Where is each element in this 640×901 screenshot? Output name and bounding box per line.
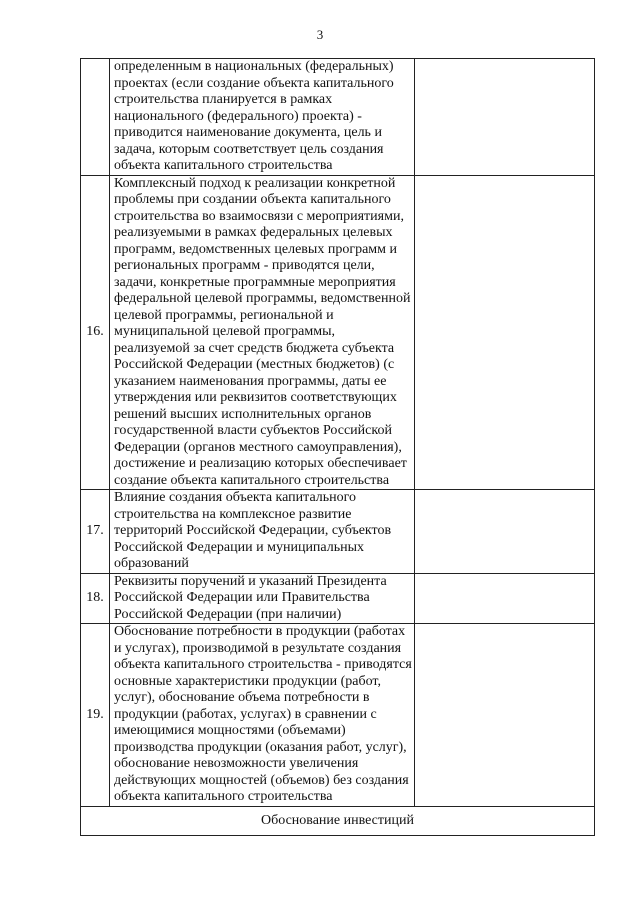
description-line: государственной власти субъектов Российской bbox=[114, 423, 392, 438]
document-table bbox=[80, 58, 595, 836]
table-row bbox=[81, 573, 595, 624]
description-line: национального (федерального) проекта) - bbox=[114, 108, 362, 124]
row-value-cell[interactable] bbox=[415, 175, 595, 490]
description-line: утверждения или реквизитов соответствующих bbox=[114, 390, 397, 405]
description-line: решений высших исполнительных органов bbox=[114, 406, 372, 422]
row-number: 18. bbox=[81, 573, 110, 624]
description-line: Комплексный подход к реализации конкретной bbox=[114, 175, 396, 191]
description-line: задача, которым соответствует цель создания bbox=[114, 141, 384, 157]
description-line: целевой программы, региональной и bbox=[114, 307, 334, 323]
description-line: реализуемой за счет средств бюджета субъекта bbox=[114, 340, 395, 356]
description-line: приводится наименование документа, цель и bbox=[114, 125, 382, 140]
description-line: образований bbox=[114, 556, 189, 571]
description-line: Влияние создания объекта капитального bbox=[114, 490, 357, 505]
table-row bbox=[81, 175, 595, 490]
description-line: создание объекта капитального строительства bbox=[114, 472, 390, 488]
description-line: производства продукции (оказания работ, услуг), bbox=[114, 739, 407, 755]
description-line: действующих мощностей (объемов) без создания bbox=[114, 772, 409, 788]
section-heading-row bbox=[81, 806, 595, 835]
description-line: услуг), обоснование объема потребности в bbox=[114, 690, 370, 705]
description-line: региональных программ - приводятся цели, bbox=[114, 258, 375, 273]
description-line: Российской Федерации или Правительства bbox=[114, 590, 370, 605]
table-row bbox=[81, 624, 595, 807]
description-line: строительства планируется в рамках bbox=[114, 92, 333, 107]
description-line: объекта капитального строительства - приводятся bbox=[114, 657, 412, 672]
description-line: основные характеристики продукции (работ, bbox=[114, 673, 381, 689]
row-value-cell[interactable] bbox=[415, 624, 595, 807]
row-description bbox=[110, 175, 415, 490]
row-description bbox=[110, 573, 415, 624]
description-line: программ, ведомственных целевых программ и bbox=[114, 241, 397, 257]
description-line: проектах (если создание объекта капитального bbox=[114, 75, 394, 91]
description-line: территорий Российской Федерации, субъектов bbox=[114, 523, 392, 538]
description-line: объекта капитального строительства bbox=[114, 158, 333, 173]
row-number: 19. bbox=[81, 624, 110, 807]
row-description bbox=[110, 490, 415, 574]
row-value-cell[interactable] bbox=[415, 573, 595, 624]
description-line: Российской Федерации (местных бюджетов) (с bbox=[114, 357, 395, 372]
description-line: достижение и реализацию которых обеспечивает bbox=[114, 456, 407, 471]
description-line: имеющимися мощностями (объемами) bbox=[114, 723, 346, 738]
table-body bbox=[81, 59, 595, 836]
description-line: проблемы при создании объекта капитального bbox=[114, 192, 391, 207]
description-line: реализуемыми в рамках федеральных целевых bbox=[114, 225, 393, 240]
description-line: продукции (работах, услугах) в сравнении с bbox=[114, 706, 377, 722]
row-number bbox=[81, 59, 110, 176]
row-value-cell[interactable] bbox=[415, 59, 595, 176]
description-line: федеральной целевой программы, ведомственной bbox=[114, 291, 411, 306]
description-line: Реквизиты поручений и указаний Президента bbox=[114, 573, 387, 589]
page-number: 3 bbox=[316, 27, 324, 42]
row-description bbox=[110, 59, 415, 176]
row-number: 16. bbox=[81, 175, 110, 490]
row-description bbox=[110, 624, 415, 807]
description-line: объекта капитального строительства bbox=[114, 789, 333, 804]
section-heading: Обоснование инвестиций bbox=[81, 806, 595, 835]
description-line: строительства во взаимосвязи с мероприятиями, bbox=[114, 208, 404, 224]
description-line: Российской Федерации (при наличии) bbox=[114, 606, 342, 622]
table-row bbox=[81, 490, 595, 574]
description-line: указанием наименования программы, даты ее bbox=[114, 373, 387, 389]
description-line: Федерации (органов местного самоуправления), bbox=[114, 439, 402, 455]
row-number: 17. bbox=[81, 490, 110, 574]
table-row bbox=[81, 59, 595, 176]
description-line: строительства на комплексное развитие bbox=[114, 506, 352, 522]
row-value-cell[interactable] bbox=[415, 490, 595, 574]
description-line: задачи, конкретные программные мероприятия bbox=[114, 274, 396, 290]
description-line: Российской Федерации и муниципальных bbox=[114, 539, 365, 555]
description-line: определенным в национальных (федеральных) bbox=[114, 59, 394, 74]
description-line: и услугах), производимой в результате создания bbox=[114, 640, 402, 656]
description-line: обоснование невозможности увеличения bbox=[114, 756, 359, 771]
description-line: Обоснование потребности в продукции (работах bbox=[114, 624, 406, 639]
description-line: муниципальной целевой программы, bbox=[114, 324, 335, 339]
